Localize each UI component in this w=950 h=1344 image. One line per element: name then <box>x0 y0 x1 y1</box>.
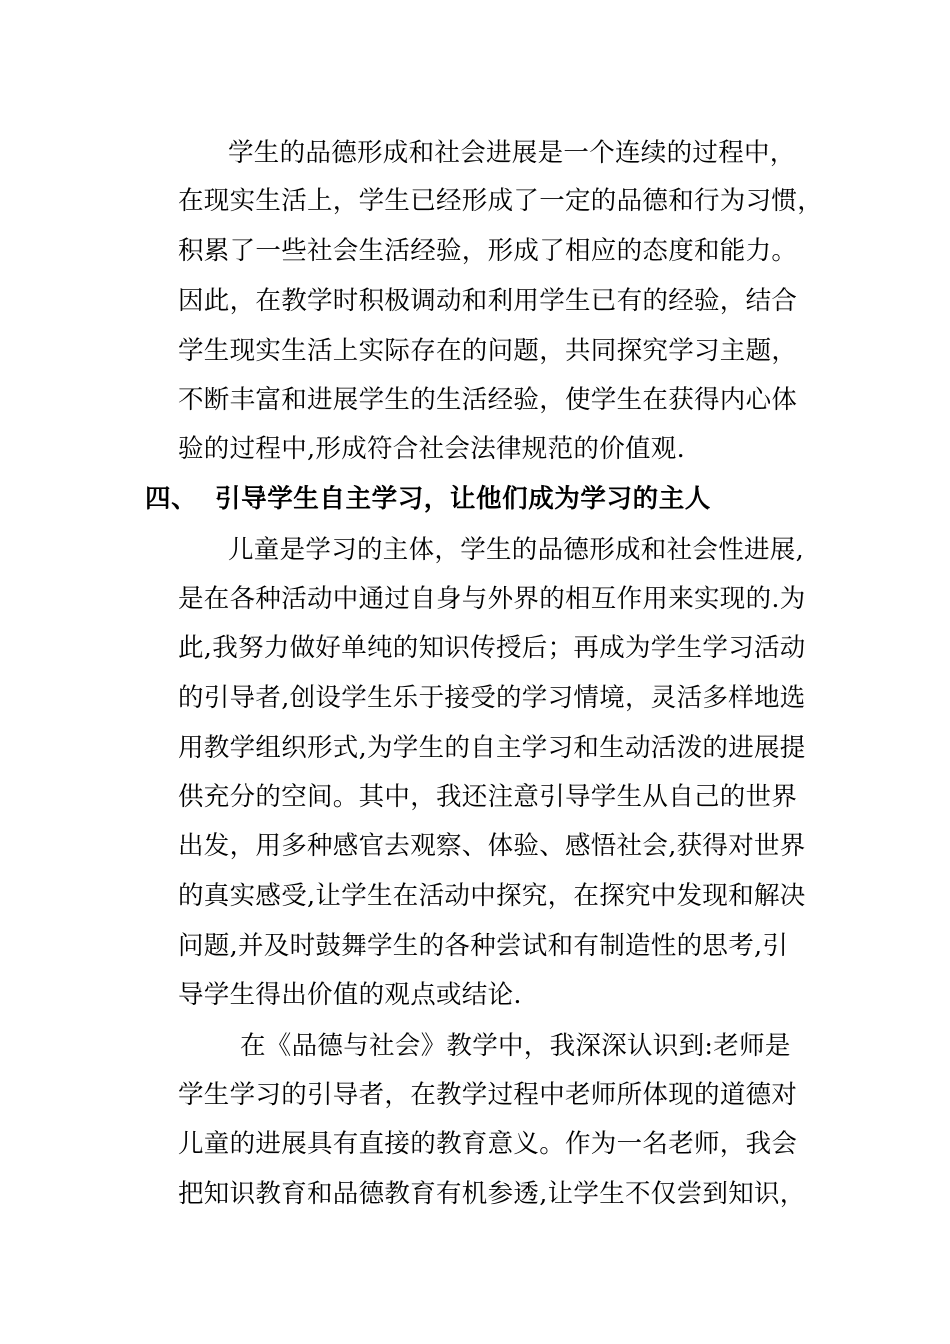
paragraph-3-line-2: 学生学习的引导者，在教学过程中老师所体现的道德对 <box>178 1080 798 1110</box>
paragraph-2-line-3: 此,我努力做好单纯的知识传授后；再成为学生学习活动 <box>178 633 806 663</box>
paragraph-2-line-1: 儿童是学习的主体，学生的品德形成和社会性进展, <box>228 535 805 565</box>
paragraph-1-line-5: 学生现实生活上实际存在的问题，共同探究学习主题， <box>178 336 798 366</box>
paragraph-1-line-2: 在现实生活上，学生已经形成了一定的品德和行为习惯， <box>178 186 824 216</box>
section-number: 四、 <box>145 484 198 514</box>
paragraph-3-line-3: 儿童的进展具有直接的教育意义。作为一名老师，我会 <box>178 1129 798 1159</box>
paragraph-1-line-3: 积累了一些社会生活经验，形成了相应的态度和能力。 <box>178 236 798 266</box>
paragraph-2-line-9: 问题,并及时鼓舞学生的各种尝试和有制造性的思考,引 <box>178 931 789 961</box>
paragraph-2-line-10: 导学生得出价值的观点或结论. <box>178 980 522 1010</box>
paragraph-2-line-8: 的真实感受,让学生在活动中探究，在探究中发现和解决 <box>178 881 806 911</box>
paragraph-1-line-7: 验的过程中,形成符合社会法律规范的价值观. <box>178 434 686 464</box>
paragraph-2-line-4: 的引导者,创设学生乐于接受的学习情境，灵活多样地选 <box>178 683 806 713</box>
paragraph-2-line-2: 是在各种活动中通过自身与外界的相互作用来实现的.为 <box>178 584 806 614</box>
paragraph-2-line-6: 供充分的空间。其中，我还注意引导学生从自己的世界 <box>178 782 798 812</box>
paragraph-1-line-4: 因此，在教学时积极调动和利用学生已有的经验，结合 <box>178 286 798 316</box>
paragraph-2-line-5: 用教学组织形式,为学生的自主学习和生动活泼的进展提 <box>178 733 806 763</box>
paragraph-1-line-6: 不断丰富和进展学生的生活经验，使学生在获得内心体 <box>178 385 798 415</box>
section-title: 引导学生自主学习，让他们成为学习的主人 <box>215 484 711 514</box>
paragraph-3-line-1: 在《品德与社会》教学中，我深深认识到:老师是 <box>240 1031 791 1061</box>
section-heading <box>145 484 711 514</box>
paragraph-2-line-7: 出发，用多种感官去观察、体验、感悟社会,获得对世界 <box>178 831 806 861</box>
paragraph-1-line-1: 学生的品德形成和社会进展是一个连续的过程中， <box>228 138 796 168</box>
paragraph-3-line-4: 把知识教育和品德教育有机参透,让学生不仅尝到知识， <box>178 1179 806 1209</box>
